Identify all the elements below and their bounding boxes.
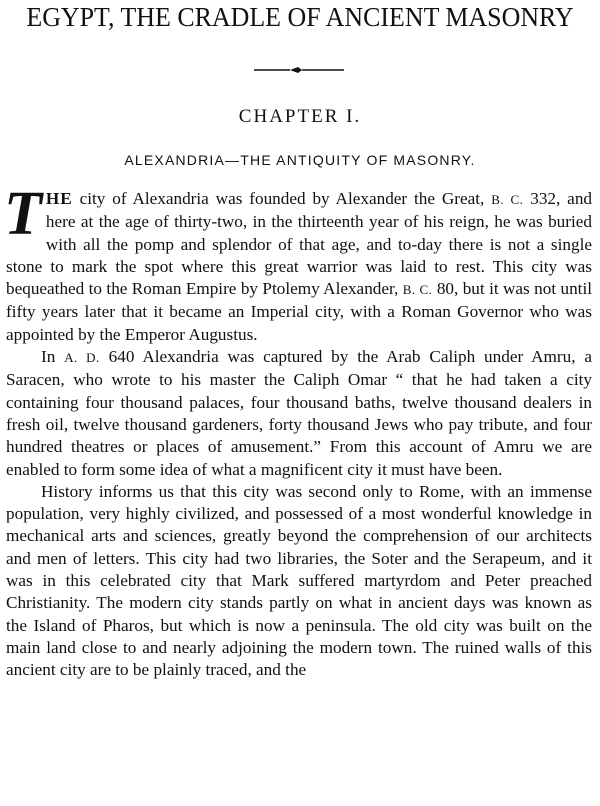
era-abbreviation: B. C. <box>491 192 524 207</box>
paragraph-text: 80, but it was not until fifty years later that it became an Imperial city, with a Roman Governor who was appointed by the Emperor Augustus. <box>6 279 593 344</box>
paragraph-text: city of Alexandria was founded by Alexander the Great, <box>72 189 492 208</box>
drop-cap: T <box>4 180 42 248</box>
lead-word: HE <box>45 189 73 208</box>
chapter-number: CHAPTER I. <box>238 106 362 127</box>
paragraph-2 <box>6 346 592 481</box>
chapter-title: ALEXANDRIA—THE ANTIQUITY OF MASONRY. <box>124 152 476 168</box>
era-abbreviation: A. D. <box>64 350 100 366</box>
paragraph-1 <box>4 180 593 346</box>
running-title: EGYPT, THE CRADLE OF ANCIENT MASONRY <box>26 2 574 32</box>
paragraph-text: 640 Alexandria was captured by the Arab Caliph under Amru, a Saracen, who wrote to his master the Caliph Omar “ that he had taken a city containing four thousand palaces, four thousand baths, twelve thousand dealers in fresh oil, twelve thousand gardeners, forty thousand Jews who pay tribute, and four hundred theatres or places of amusement.” From this account of Amru we are enabled to form some idea of what a magnificent city it must have been. <box>6 347 592 479</box>
paragraph-3: History informs us that this city was second only to Rome, with an immense population, very highly civilized, and possessed of a most wonderful knowledge in mechanical arts and sciences, greatly beyond the comprehension of our architects and men of letters. This city had two libraries, the Soter and the Serapeum, and it was in this celebrated city that Mark suffered martyrdom and Peter preached Christianity. The modern city stands partly on what in ancient days was known as the Island of Pharos, but which is now a peninsula. The old city was built on the main land close to and nearly adjoining the modern town. The ruined walls of this ancient city are to be plainly traced, and the <box>6 481 592 680</box>
era-abbreviation: B. C. <box>402 282 433 298</box>
ornament-divider <box>254 64 344 76</box>
paragraph-text: 332, and here at the age of thirty-two, in the thirteenth year of his reign, he was buried with all the pomp and splendor of that age, and to-day there is not a single stone to mark the spot where this great warrior was laid to rest. This city was bequeathed to the Roman Empire by Ptolemy Alexander, <box>6 189 593 299</box>
body-text <box>4 180 593 682</box>
paragraph-text: In <box>41 347 65 367</box>
